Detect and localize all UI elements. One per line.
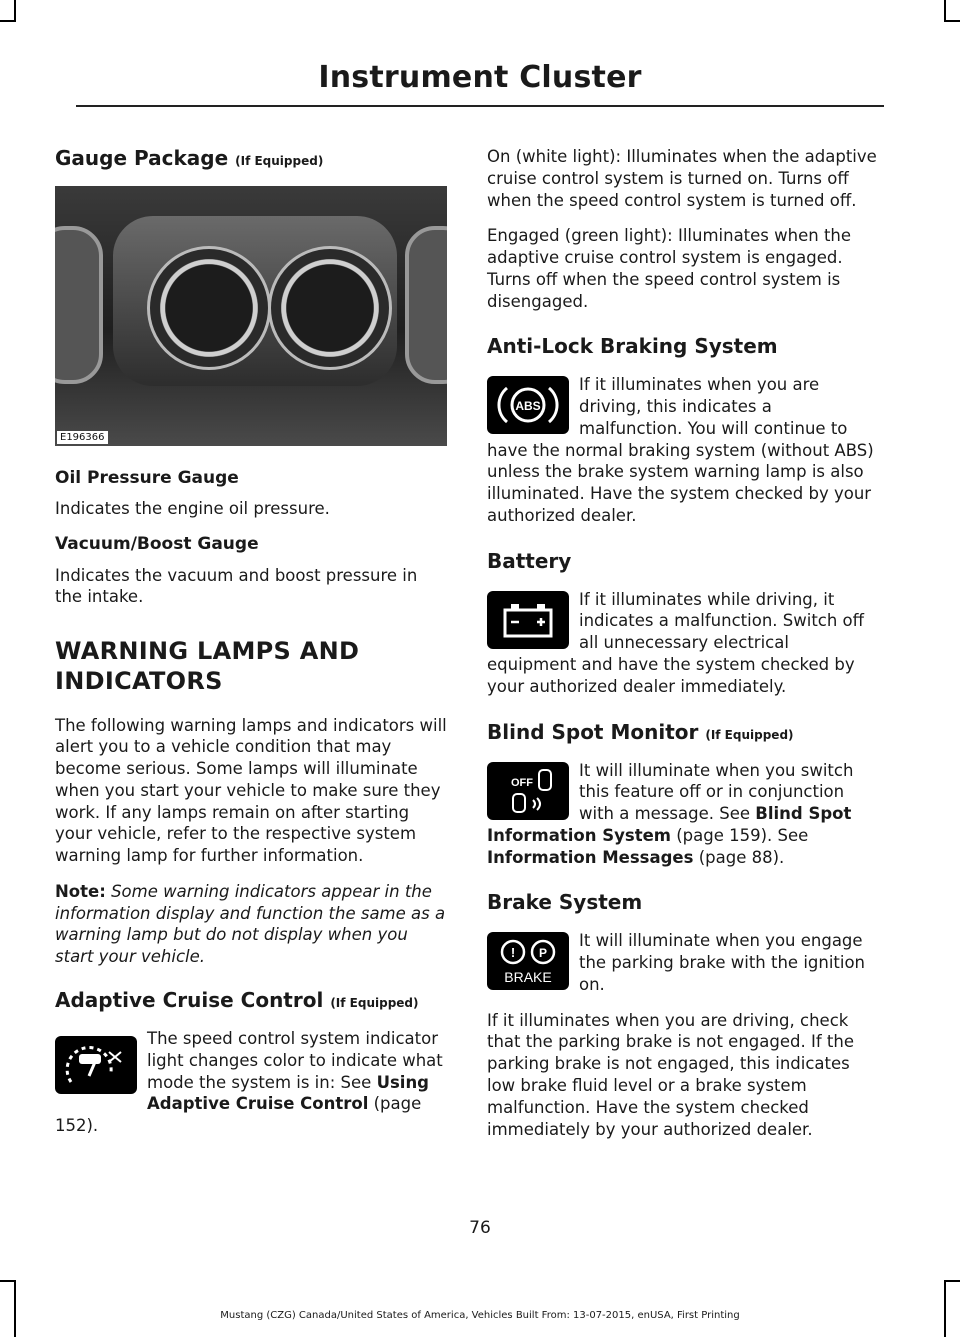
warning-lamps-heading-line1: WARNING LAMPS AND (55, 637, 360, 666)
figure-code: E196366 (57, 431, 108, 444)
brake-warning-icon (487, 932, 569, 990)
crop-mark (944, 0, 946, 22)
crop-mark (944, 1280, 960, 1282)
air-vent-right (405, 226, 447, 384)
blind-spot-heading (487, 720, 880, 744)
vacuum-boost-dial-icon (268, 246, 392, 370)
note-label: Note: (55, 881, 106, 901)
battery-icon (487, 591, 569, 649)
brake-text-1: It will illuminate when you engage the parking brake with the ignition on. (579, 931, 866, 994)
battery-text: If it illuminates while driving, it indicates a malfunction. Switch off all unnecessary electrical equipment and have the system checked by your authorized dealer immediately. (487, 589, 865, 696)
warning-lamps-heading-line2: INDICATORS (55, 667, 223, 696)
gauge-package-figure (55, 186, 447, 446)
gauge-package-heading (55, 146, 447, 170)
abs-heading: Anti-Lock Braking System (487, 334, 778, 359)
vacuum-boost-text: Indicates the vacuum and boost pressure in the intake. (55, 565, 418, 607)
brake-icon-label: BRAKE (504, 969, 552, 986)
crop-mark (944, 1280, 946, 1337)
information-messages-page-ref: (page 88). (698, 847, 785, 867)
left-column (55, 146, 447, 1151)
adaptive-cruise-icon (55, 1036, 137, 1094)
abs-icon-label: ABS (515, 399, 541, 414)
vacuum-boost-heading: Vacuum/Boost Gauge (55, 534, 259, 555)
crop-mark (14, 0, 16, 22)
warning-lamps-text: The following warning lamps and indicators will alert you to a vehicle condition that may become serious. Some lamps will illuminate when you start your vehicle to make sure they work. If any lamps remain on after starting your vehicle, refer to the respective system warning lamp for further information. (55, 715, 447, 866)
page-header-title: Instrument Cluster (318, 60, 642, 95)
right-column (487, 146, 880, 1154)
acc-engaged-text: Engaged (green light): Illuminates when the adaptive cruise control system is engaged. Turns off when the speed control system is disengaged. (487, 226, 852, 311)
oil-pressure-heading: Oil Pressure Gauge (55, 468, 239, 488)
brake-text-2: If it illuminates when you are driving, check that the parking brake is not engaged. If the parking brake is not engaged, this indicates low brake fluid level or a brake system malfunction. Have the system checked immediately by your authorized dealer. (487, 1010, 854, 1139)
battery-heading: Battery (487, 548, 572, 573)
adaptive-cruise-heading-text: Adaptive Cruise Control (55, 987, 324, 1012)
blind-spot-info-link[interactable]: Blind Spot Information System (487, 804, 852, 845)
adaptive-cruise-page-ref: (page 152). (55, 1094, 422, 1136)
svg-text:P: P (538, 946, 548, 961)
header-rule (76, 105, 884, 107)
adaptive-cruise-heading (55, 988, 447, 1012)
abs-text: If it illuminates when you are driving, this indicates a malfunction. You will continue to have the normal braking system (without ABS) unless the brake system warning lamp is also illuminated. Have the system checked by your authorized dealer. (487, 375, 874, 525)
page-footer: Mustang (CZG) Canada/United States of America, Vehicles Built From: 13-07-2015, enUSA, First Printing (220, 1310, 740, 1321)
oil-pressure-dial-icon (147, 246, 271, 370)
crop-mark (14, 1280, 16, 1337)
information-messages-link[interactable]: Information Messages (487, 847, 694, 867)
crop-mark (0, 1280, 16, 1282)
note-paragraph (55, 881, 447, 968)
blind-spot-page-ref: (page 159). See (676, 825, 809, 845)
blind-spot-icon-label: OFF (511, 776, 533, 789)
oil-pressure-text: Indicates the engine oil pressure. (55, 499, 330, 519)
note-text: Some warning indicators appear in the information display and function the same as a warning lamp but do not display when you start your vehicle. (55, 881, 446, 967)
abs-warning-icon (487, 376, 569, 434)
blind-spot-off-icon (487, 762, 569, 820)
acc-on-text: On (white light): Illuminates when the adaptive cruise control system is turned on. Turns off when the speed control system is turned off. (487, 147, 877, 210)
adaptive-cruise-body: The speed control system indicator light changes color to indicate what mode the system is in: See (147, 1028, 443, 1092)
if-equipped-label: (If Equipped) (705, 727, 794, 742)
brake-system-heading: Brake System (487, 890, 643, 915)
adaptive-cruise-link[interactable]: Using Adaptive Cruise Control (147, 1072, 429, 1114)
warning-lamps-heading (55, 636, 447, 696)
blind-spot-heading-text: Blind Spot Monitor (487, 719, 699, 744)
crop-mark (0, 20, 16, 22)
air-vent-left (55, 226, 103, 384)
blind-spot-body: It will illuminate when you switch this feature off or in conjunction with a message. See (579, 760, 854, 824)
if-equipped-label: (If Equipped) (330, 995, 419, 1010)
if-equipped-label: (If Equipped) (235, 154, 324, 168)
gauge-package-heading-text: Gauge Package (55, 146, 229, 170)
page-number: 76 (469, 1218, 491, 1238)
svg-text:!: ! (510, 945, 516, 961)
crop-mark (944, 20, 960, 22)
